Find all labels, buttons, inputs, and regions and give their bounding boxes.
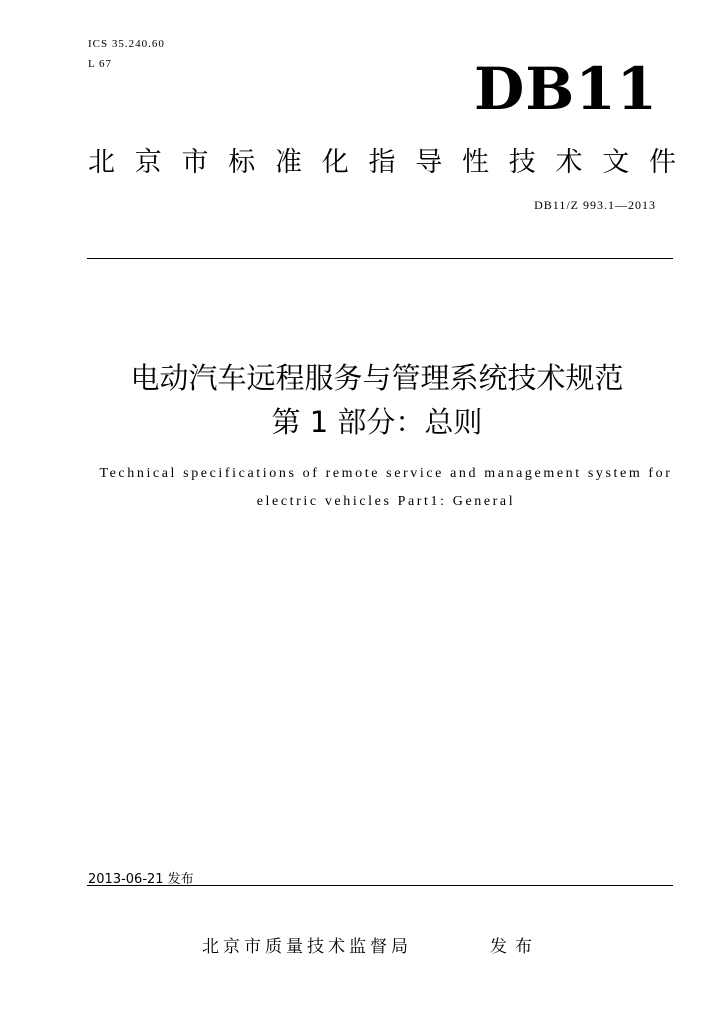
document-classification bbox=[88, 140, 676, 179]
standard-logo: DB11 bbox=[474, 55, 659, 123]
chinese-title-line1: 电动汽车远程服务与管理系统技术规范 bbox=[130, 361, 624, 395]
doc-class-char: 术 bbox=[555, 147, 583, 178]
doc-class-char: 市 bbox=[181, 147, 209, 178]
footer-divider bbox=[87, 885, 673, 886]
english-title-line1: Technical specifications of remote service and management system for bbox=[99, 466, 673, 481]
chinese-title-line2: 第 1 部分：总则 bbox=[271, 405, 483, 439]
doc-class-char: 导 bbox=[415, 147, 443, 178]
doc-class-char: 京 bbox=[134, 147, 162, 178]
doc-class-char: 准 bbox=[275, 147, 302, 178]
doc-class-char: 标 bbox=[228, 147, 256, 178]
english-title bbox=[96, 460, 676, 516]
publish-label: 发布 bbox=[490, 937, 540, 957]
doc-class-char: 件 bbox=[649, 147, 676, 178]
doc-class-char: 化 bbox=[321, 147, 349, 178]
doc-class-char: 技 bbox=[508, 147, 536, 178]
doc-class-char: 北 bbox=[88, 147, 115, 178]
doc-class-char: 指 bbox=[368, 147, 396, 178]
doc-class-char: 文 bbox=[602, 147, 630, 178]
standard-number: DB11/Z 993.1—2013 bbox=[534, 198, 656, 212]
header-divider bbox=[87, 258, 673, 259]
ics-code: ICS 35.240.60 bbox=[88, 38, 165, 50]
english-title-line2: electric vehicles Part1: General bbox=[256, 494, 516, 509]
issue-date: 2013-06-21 发布 bbox=[88, 872, 194, 887]
doc-class-char: 性 bbox=[462, 147, 489, 178]
issuing-authority: 北京市质量技术监督局 bbox=[202, 937, 412, 957]
chinese-title bbox=[0, 356, 724, 444]
ccs-code: L 67 bbox=[88, 58, 113, 70]
